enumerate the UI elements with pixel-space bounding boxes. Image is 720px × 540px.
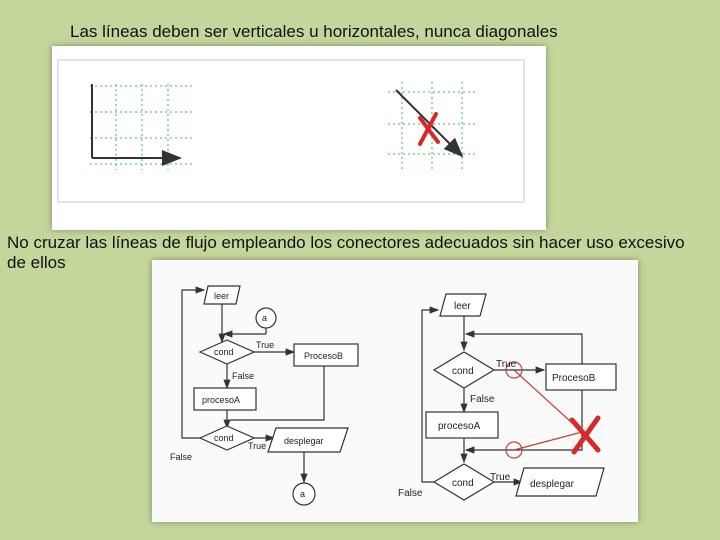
right-read-label: leer [454,301,471,312]
left-true-label-2: True [248,441,267,451]
right-false-label-1: False [470,394,495,405]
right-flowchart [422,294,616,500]
bottom-caption: No cruzar las líneas de flujo empleando los conectores adecuados sin hacer uso excesivo de ellos [7,233,685,272]
left-connector-label: a [262,313,268,323]
right-decision1-label: cond [452,366,474,377]
right-error-x-mark [572,418,598,452]
right-process-b-label: ProcesoB [552,373,596,384]
flowcharts-figure [152,260,638,522]
crossing-lines-example [152,260,638,522]
figure-frame [58,60,524,202]
left-true-label-1: True [256,340,275,350]
right-true-label-2: True [490,472,511,483]
right-decision2-label: cond [452,478,474,489]
diagonal-lines-example [52,46,546,230]
left-read-label: leer [214,291,230,301]
left-false-label-1: False [232,371,255,381]
lines-grid-figure [52,46,546,230]
left-display-label: desplegar [284,436,324,446]
left-end-connector-label: a [300,489,306,499]
right-process-a-label: procesoA [438,421,481,432]
left-false-label-2: False [170,452,193,462]
left-decision2-label: cond [214,433,234,443]
right-true-label-1: True [496,359,517,370]
right-display-label: desplegar [530,479,574,490]
left-process-a-label: procesoA [202,395,241,405]
left-decision1-label: cond [214,347,234,357]
left-process-b-label: ProcesoB [304,351,344,361]
right-false-label-2: False [398,488,423,499]
top-caption: Las líneas deben ser verticales u horizontales, nunca diagonales [70,22,558,41]
